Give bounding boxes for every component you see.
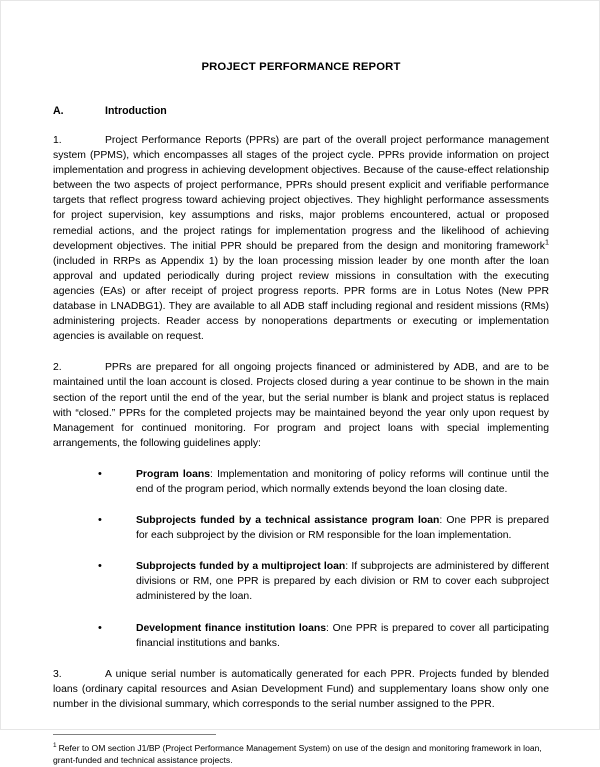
bullet-separator: :	[439, 515, 443, 527]
list-item	[53, 559, 549, 604]
footnote-text: Refer to OM section J1/BP (Project Performance Management System) on use of the design and monitoring framework in loan, grant-funded and technical assistance projects.	[53, 743, 542, 766]
footnote-reference-marker: 1	[545, 237, 549, 247]
paragraph-text-after-footnote: (included in RRPs as Appendix 1) by the loan processing mission leader by one month after the loan approval and updated periodically during project review missions in consultation with the executing agencies (EAs) or after receipt of project progress reports. PPR forms are in Lotus Notes (New PPR database in LNADBG1). They are available to all ADB staff including regional and resident missions (RMs) administering projects. Reader access by nonoperations departments or executing or implementation agencies is available on request.	[53, 255, 549, 343]
bullet-separator: :	[326, 622, 329, 634]
document-content	[53, 1, 549, 767]
footnote-marker: 1	[53, 742, 57, 750]
guidelines-list	[53, 467, 549, 651]
paragraph-3	[53, 667, 549, 712]
bullet-lead-label: Development finance institution loans	[136, 622, 327, 634]
paragraph-number: 1.	[53, 135, 62, 146]
footnote-area	[53, 734, 549, 767]
section-letter: A.	[53, 105, 64, 117]
bullet-icon: •	[98, 467, 102, 480]
list-item	[53, 621, 549, 651]
section-heading	[53, 105, 549, 117]
bullet-text: If subprojects are administered by different divisions or RM, one PPR is prepared by each division or RM to cover each subproject administered by the loan.	[136, 561, 549, 603]
paragraph-1	[53, 133, 549, 344]
bullet-separator: :	[210, 468, 213, 480]
paragraph-text: PPRs are prepared for all ongoing projects financed or administered by ADB, and are to be maintained until the loan account is closed. Projects closed during a year continue to be shown in the main section of the report until the end of the year, but the serial number is blank and project status is replaced with “closed.” PPRs for the completed projects may be maintained beyond the year only upon request by Management for continued monitoring. For program and project loans with special implementing arrangements, the following guidelines apply:	[53, 362, 549, 449]
list-item	[53, 513, 549, 543]
bullet-lead-label: Subprojects funded by a multiproject loan	[136, 561, 346, 573]
bullet-lead-label: Subprojects funded by a technical assistance program loan	[136, 515, 440, 527]
paragraph-number: 3.	[53, 668, 62, 680]
bullet-icon: •	[98, 621, 102, 634]
bullet-text: One PPR is prepared to cover all participating financial institutions and banks.	[136, 622, 549, 649]
bullet-text: Implementation and monitoring of policy reforms will continue until the end of the program period, which normally extends beyond the loan closing date.	[136, 468, 549, 495]
paragraph-2	[53, 360, 549, 451]
page-title: PROJECT PERFORMANCE REPORT	[201, 61, 401, 73]
list-item	[53, 467, 549, 497]
bullet-icon: •	[98, 514, 102, 527]
footnote	[53, 742, 549, 767]
section-label: Introduction	[105, 105, 167, 117]
bullet-lead-label: Program loans	[136, 468, 211, 480]
paragraph-text: A unique serial number is automatically generated for each PPR. Projects funded by blended loans (ordinary capital resources and Asian Development Fund) and supplementary loans show only one number in the divisional summary, which corresponds to the serial number assigned to the PPR.	[53, 668, 549, 710]
bullet-separator: :	[345, 561, 349, 573]
bullet-icon: •	[98, 560, 102, 573]
paragraph-number: 2.	[53, 362, 62, 374]
paragraph-text-before-footnote: Project Performance Reports (PPRs) are part of the overall project performance management system (PPMS), which encompasses all stages of the project cycle. PPRs provide information on project implementation and progress in achieving development objectives. Because of the cause-effect relationship between the two aspects of project performance, PPRs should present explicit and verifiable performance targets that reflect progress toward achieving project objectives. They highlight performance assessments for project supervision, key assumptions and risks, major problems encountered, actual or proposed remedial actions, and the project ratings for implementation progress and the likelihood of achieving development objectives. The initial PPR should be prepared from the design and monitoring framework	[53, 135, 549, 252]
footnote-separator-rule	[53, 734, 216, 735]
bullet-text: One PPR is prepared for each subproject by the division or RM responsible for the loan implementation.	[136, 515, 549, 542]
